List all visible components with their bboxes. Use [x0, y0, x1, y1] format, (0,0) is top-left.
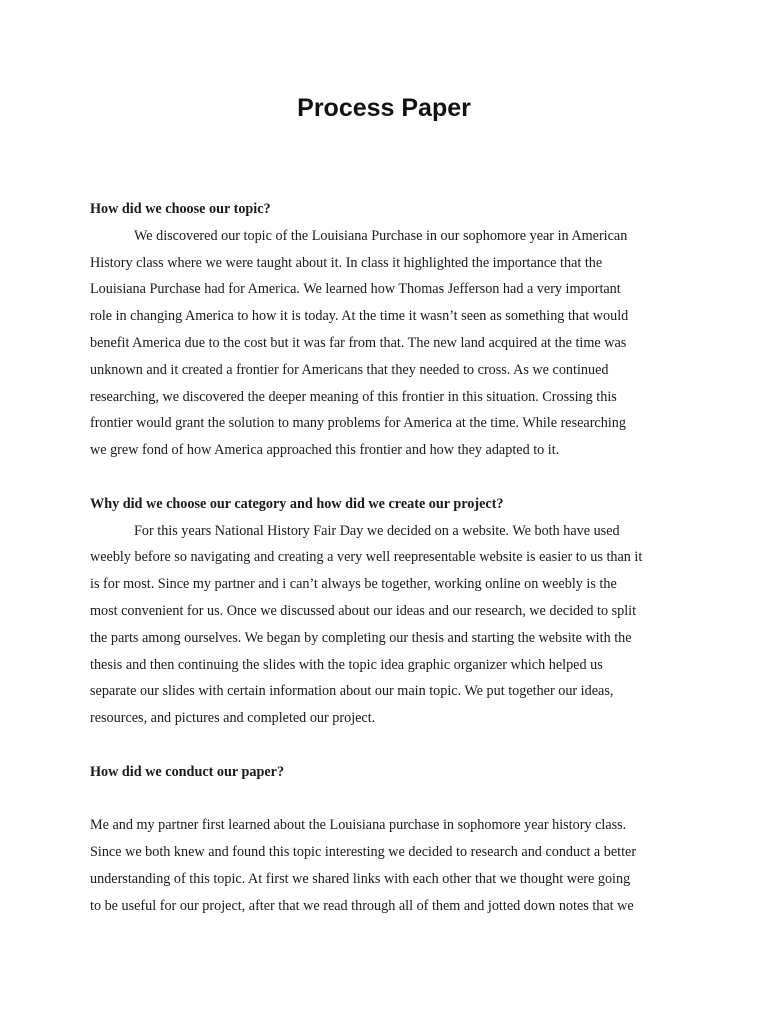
paragraph-line: frontier would grant the solution to many problems for America at the time. While researching: [90, 415, 626, 432]
paragraph-line: we grew fond of how America approached this frontier and how they adapted to it.: [90, 442, 560, 459]
paragraph-line: Since we both knew and found this topic interesting we decided to research and conduct a better: [90, 844, 637, 861]
section-spacer: [90, 732, 690, 759]
paragraph-line: We discovered our topic of the Louisiana Purchase in our sophomore year in American: [134, 227, 628, 244]
section-choose-topic: [90, 196, 690, 464]
paragraph-line: unknown and it created a frontier for Americans that they needed to cross. As we continued: [90, 361, 609, 378]
section-conduct-paper: [90, 759, 690, 920]
paragraph-line: resources, and pictures and completed our project.: [90, 710, 376, 727]
paragraph-line: is for most. Since my partner and i can’t always be together, working online on weebly is the: [90, 576, 617, 593]
paragraph-line: role in changing America to how it is today. At the time it wasn’t seen as something that would: [90, 308, 629, 325]
section-spacer: [90, 464, 690, 491]
section-spacer: [90, 786, 690, 813]
paragraph-line: benefit America due to the cost but it was far from that. The new land acquired at the time was: [90, 334, 627, 351]
paragraph-line: understanding of this topic. At first we shared links with each other that we thought were going: [90, 870, 631, 887]
section-heading: How did we choose our topic?: [90, 201, 271, 217]
paragraph-line: to be useful for our project, after that we read through all of them and jotted down notes that we: [90, 897, 634, 914]
paragraph-line: Me and my partner first learned about the Louisiana purchase in sophomore year history class.: [90, 817, 627, 834]
paragraph-line: For this years National History Fair Day we decided on a website. We both have used: [134, 522, 620, 539]
paragraph-line: most convenient for us. Once we discussed about our ideas and our research, we decided to split: [90, 602, 637, 619]
paragraph-line: researching, we discovered the deeper meaning of this frontier in this situation. Crossing this: [90, 388, 617, 405]
section-heading: Why did we choose our category and how did we create our project?: [90, 495, 504, 512]
paragraph-line: History class where we were taught about it. In class it highlighted the importance that the: [90, 254, 603, 271]
paragraph-line: weebly before so navigating and creating a very well reepresentable website is easier to us than it: [90, 549, 643, 566]
section-heading: How did we conduct our paper?: [90, 763, 285, 780]
page-title: Process Paper: [297, 94, 471, 122]
paragraph-line: Louisiana Purchase had for America. We learned how Thomas Jefferson had a very important: [90, 281, 621, 298]
paragraph-line: the parts among ourselves. We began by completing our thesis and starting the website with the: [90, 629, 632, 646]
paragraph-line: separate our slides with certain information about our main topic. We put together our ideas,: [90, 683, 614, 700]
section-choose-category: [90, 491, 690, 732]
document-body: [90, 196, 690, 920]
paragraph-line: thesis and then continuing the slides with the topic idea graphic organizer which helped us: [90, 656, 603, 673]
